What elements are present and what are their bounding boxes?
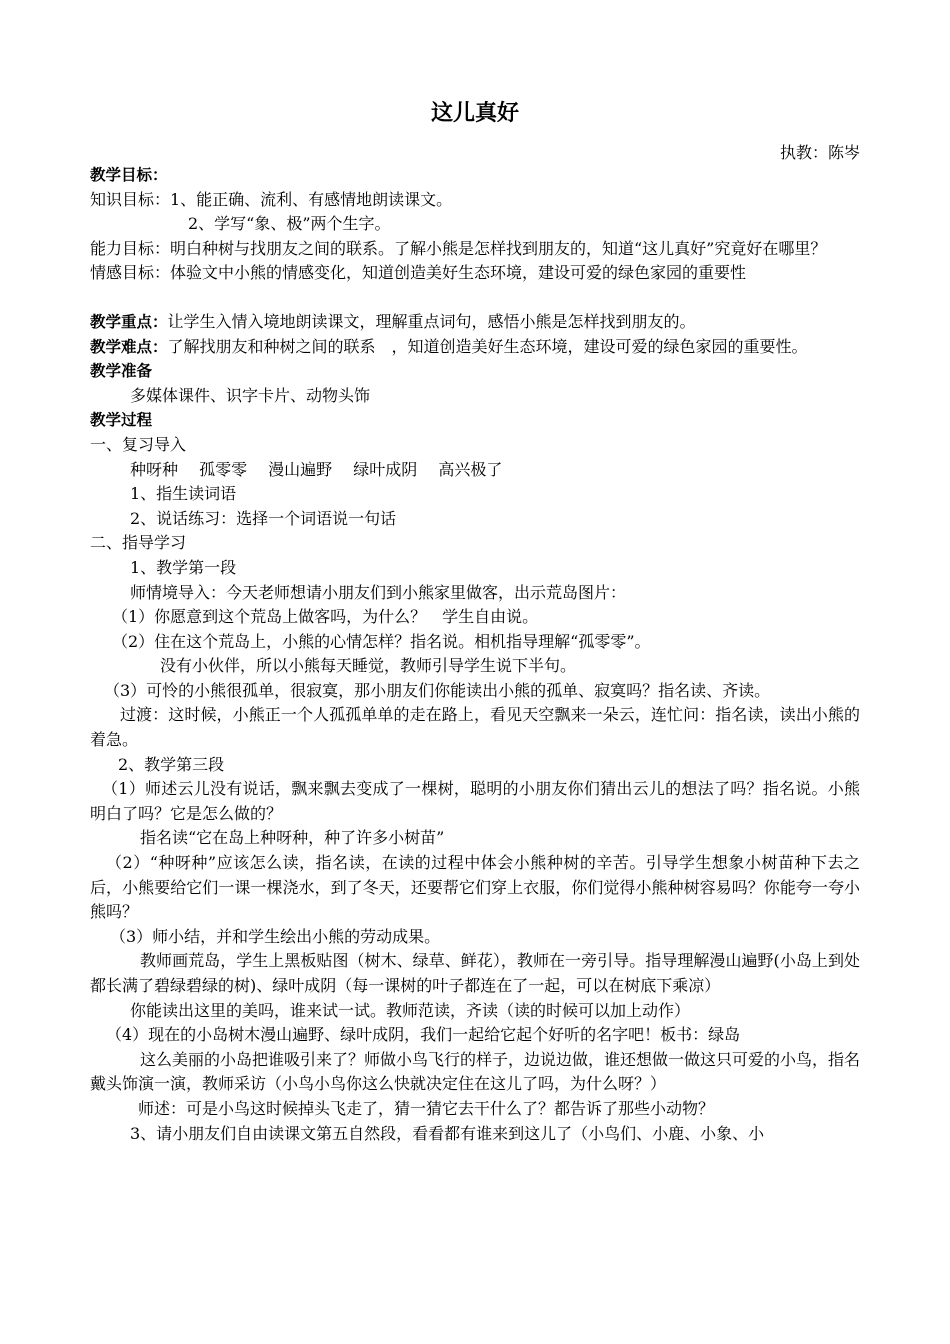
- doc-line: （3）可怜的小熊很孤单，很寂寞，那小朋友们你能读出小熊的孤单、寂寞吗？指名读、齐读。: [104, 680, 771, 700]
- doc-line: （2）“种呀种”应该怎么读，指名读，在读的过程中体会小熊种树的辛苦。引导学生想象小树苗种下去之后，小熊要给它们一课一棵浇水，到了冬天，还要帮它们穿上衣服，你们觉得小熊种树容易吗？你能夸一夸小熊吗？: [90, 853, 860, 922]
- doc-line: （3）师小结，并和学生绘出小熊的劳动成果。: [110, 926, 441, 946]
- doc-line: 指名读“它在岛上种呀种，种了许多小树苗”: [140, 828, 445, 848]
- section-heading: 教学目标：: [90, 166, 168, 184]
- doc-line: 2、教学第三段: [118, 754, 225, 774]
- doc-line: 1、指生读词语: [130, 484, 237, 504]
- section-heading: 教学过程: [90, 411, 153, 430]
- blank-line: [90, 286, 860, 310]
- doc-line: [90, 335, 860, 360]
- section-text: 了解找朋友和种树之间的联系 ，知道创造美好生态环境，建设可爱的绿色家园的重要性。: [167, 336, 808, 356]
- section-heading: 教学准备: [90, 362, 153, 381]
- doc-line: [90, 310, 860, 335]
- doc-line: 2、学写“象、极”两个生字。: [188, 214, 391, 234]
- document-body: [90, 163, 860, 1146]
- doc-line: 3、请小朋友们自由读课文第五自然段，看看都有谁来到这儿了（小鸟们、小鹿、小象、小: [130, 1123, 765, 1143]
- doc-line: 种呀种 孤零零 漫山遍野 绿叶成阴 高兴极了: [130, 459, 503, 479]
- doc-line: 知识目标：1、能正确、流利、有感情地朗读课文。: [90, 189, 453, 209]
- doc-line: 这么美丽的小岛把谁吸引来了？师做小鸟飞行的样子，边说边做，谁还想做一做这只可爱的小鸟，指名戴头饰演一演，教师采访（小鸟小鸟你这么快就决定住在这儿了吗，为什么呀？）: [90, 1049, 861, 1094]
- doc-line: 没有小伙伴，所以小熊每天睡觉，教师引导学生说下半句。: [160, 656, 577, 676]
- doc-line: 2、说话练习：选择一个词语说一句话: [130, 508, 397, 528]
- doc-line: （1）师述云儿没有说话，飘来飘去变成了一棵树，聪明的小朋友你们猜出云儿的想法了吗？指名说。小熊明白了吗？它是怎么做的？: [90, 779, 860, 823]
- page-title: 这儿真好: [430, 101, 519, 126]
- doc-line: 二、指导学习: [90, 533, 187, 553]
- doc-line: （1）你愿意到这个荒岛上做客吗，为什么？ 学生自由说。: [112, 607, 539, 627]
- section-label: 教学难点：: [90, 337, 168, 356]
- doc-line: 多媒体课件、识字卡片、动物头饰: [130, 385, 371, 405]
- doc-line: 能力目标：明白种树与找朋友之间的联系。了解小熊是怎样找到朋友的，知道“这儿真好”究竟好在哪里？: [90, 238, 827, 258]
- doc-line: 教师画荒岛，学生上黑板贴图（树木、绿草、鲜花），教师在一旁引导。指导理解漫山遍野(小岛上到处都长满了碧绿碧绿的树)、绿叶成阴（每一课树的叶子都连在了一起，可以在树底下乘凉）: [90, 951, 860, 995]
- doc-line: 师情境导入：今天老师想请小朋友们到小熊家里做客，出示荒岛图片：: [130, 582, 627, 602]
- doc-line: 一、复习导入: [90, 434, 187, 454]
- doc-line: 你能读出这里的美吗，谁来试一试。教师范读，齐读（读的时候可以加上动作）: [130, 1000, 691, 1020]
- doc-line: （4）现在的小岛树木漫山遍野、绿叶成阴，我们一起给它起个好听的名字吧！板书：绿岛: [106, 1025, 741, 1045]
- doc-line: 情感目标：体验文中小熊的情感变化，知道创造美好生态环境，建设可爱的绿色家园的重要性: [90, 263, 747, 283]
- author-line: 执教：陈岑: [779, 143, 860, 162]
- section-label: 教学重点：: [90, 312, 168, 331]
- doc-line: （2）住在这个荒岛上，小熊的心情怎样？指名说。相机指导理解“孤零零”。: [112, 631, 651, 651]
- section-text: 让学生入情入境地朗读课文，理解重点词句，感悟小熊是怎样找到朋友的。: [167, 311, 696, 331]
- doc-line: 过渡：这时候，小熊正一个人孤孤单单的走在路上，看见天空飘来一朵云，连忙问：指名读，读出小熊的着急。: [90, 705, 860, 750]
- doc-line: 1、教学第一段: [130, 557, 237, 577]
- doc-line: 师述：可是小鸟这时候掉头飞走了，猜一猜它去干什么了？都告诉了那些小动物？: [138, 1098, 715, 1118]
